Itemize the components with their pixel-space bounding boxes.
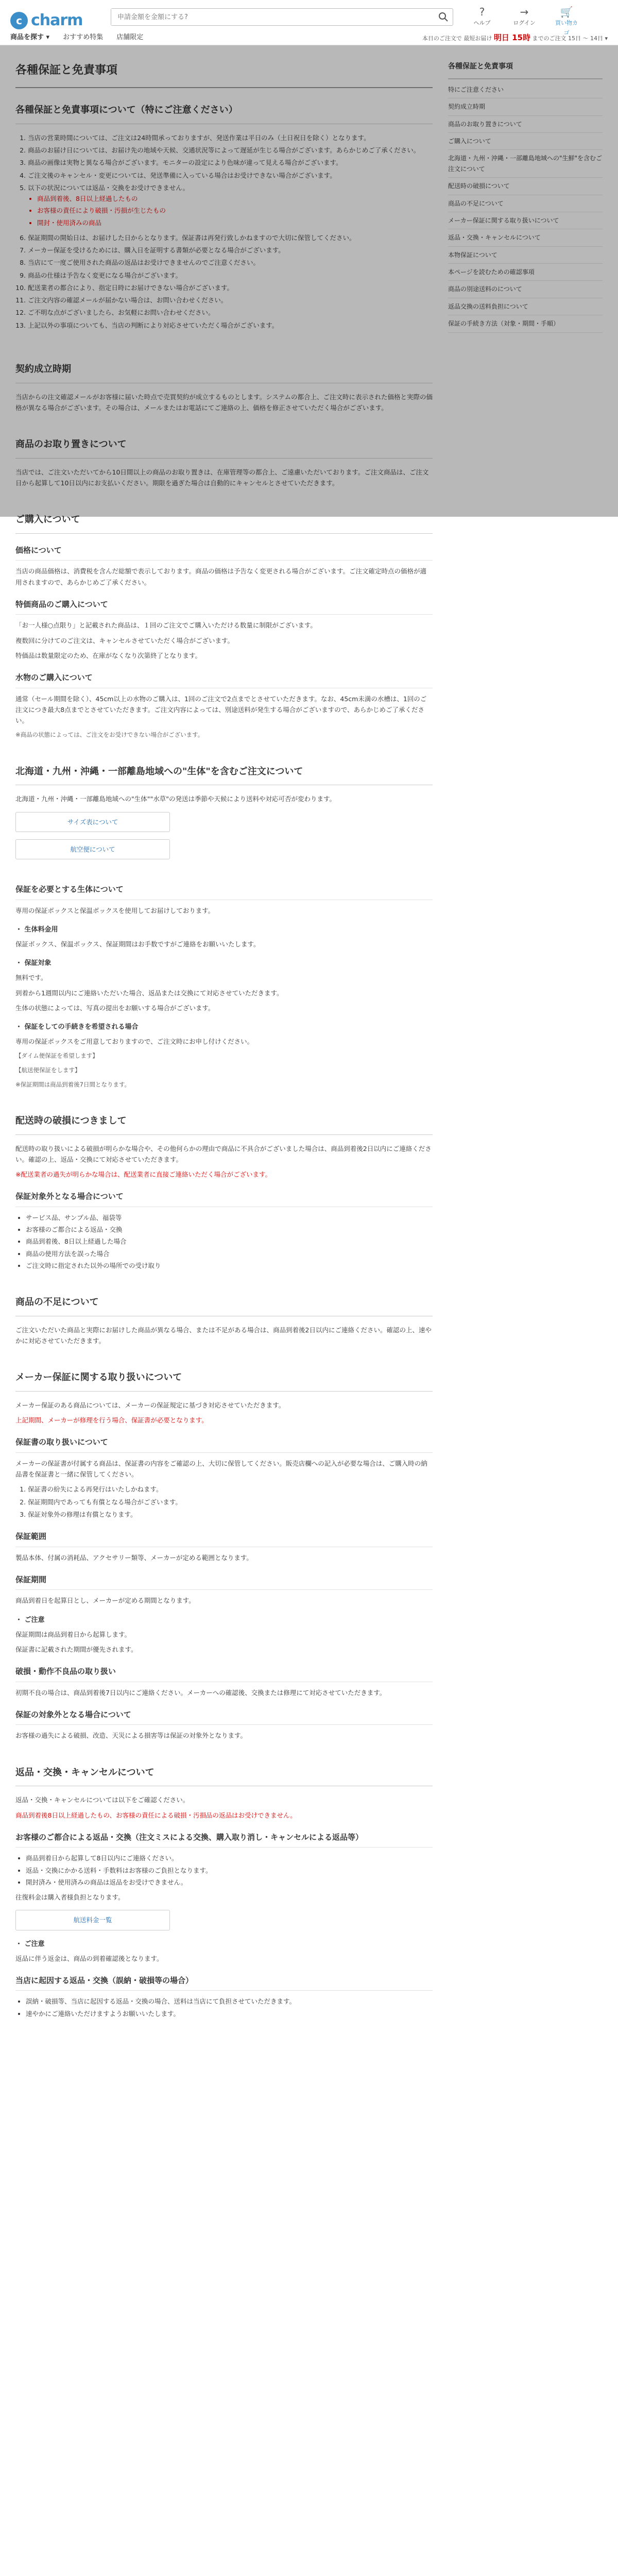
list-item: • 返品・交換にかかる送料・手数料はお客様のご負担となります。 (26, 1865, 433, 1876)
maker-sub4: 破損・動作不良品の取り扱い (15, 1665, 433, 1682)
hokkaido-section (15, 764, 433, 859)
maker-red-note: 上記期間、メーカーが修理を行う場合、保証書が必要となります。 (15, 1416, 208, 1425)
exclude-list (15, 1212, 433, 1271)
sidebar (448, 61, 603, 333)
contract-section (15, 362, 433, 413)
site-header (0, 0, 618, 45)
living-text: 専用の保証ボックスと保温ボックスを使用してお届けしております。 (15, 906, 215, 914)
sidebar-item[interactable]: 契約成立時期 (448, 98, 603, 115)
list-item: 12. ご不明な点がございましたら、お気軽にお問い合わせください。 (28, 307, 433, 318)
sidebar-item[interactable]: 返品・交換・キャンセルについて (448, 229, 603, 246)
list-item: • 開封済み・使用済みの商品は返品をお受けできません。 (26, 1877, 433, 1888)
list-item: 6. 保証期間の開始日は、お届けした日からとなります。保証書は再発行致しかねますので大切に保管してください。 (28, 232, 433, 243)
search-icon[interactable] (438, 12, 449, 22)
sidebar-item[interactable]: 配送時の破損について (448, 178, 603, 195)
red-notice-list (28, 193, 433, 228)
sidebar-item[interactable]: 商品の不足について (448, 195, 603, 212)
maker-sub1-list (15, 1484, 433, 1520)
returns-sub3: 当店に起因する返品・交換（誤納・破損等の場合） (15, 1974, 433, 1991)
delivery-info[interactable] (422, 30, 608, 46)
delivery-date: 明日 15時 (493, 33, 530, 42)
returns-sub2-text: 返品に伴う返金は、商品の到着確認後となります。 (15, 1954, 163, 1962)
size-table-link[interactable]: サイズ表について (15, 812, 170, 832)
sidebar-item[interactable]: 商品のお取り置きについて (448, 116, 603, 133)
maker-sub2-text: 製品本体、付属の消耗品、アクセサリー類等、メーカーが定める範囲となります。 (15, 1553, 253, 1562)
contract-text: 当店からの注文確認メールがお客様に届いた時点で売買契約が成立するものとします。システムの都合上、ご注文時に表示された価格と実際の価格が異なる場合がございます。その場合は、メールまたはお電話にてご連絡の上、価格を修正させていただく場合がございます。 (15, 393, 433, 412)
returns-red-note: 商品到着後8日以上経過したもの、お客様の責任による破損・汚損品の返品はお受けできません。 (15, 1811, 297, 1819)
special-item: 複数回に分けてのご注文は、キャンセルさせていただく場合がございます。 (15, 636, 234, 645)
box-label: 【ダイム便保証を希望します】 (15, 1052, 98, 1060)
list-item: • 商品到着後、8日以上経過した場合 (26, 1236, 433, 1247)
water-text: 通常（セール期間を除く）、45cm以上の水物のご購入は、1回のご注文で2点までとさせていただきます。なお、45cm未満の水槽は、1回のご注文につき最大8点までとさせていただきます。ご注文内容によっては、別途送料が発生する場合がございますので、あらかじめご了承ください。 (15, 694, 427, 725)
shortage-section (15, 1295, 433, 1346)
returns-heading: 返品・交換・キャンセルについて (15, 1765, 433, 1787)
special-item: 「お一人様○点限り」と記載された商品は、１回のご注文でご購入いただける数量に制限がございます。 (15, 621, 317, 630)
returns-sub3-list (15, 1996, 433, 2019)
help-icon: ? (479, 6, 485, 18)
list-item: • 商品の使用方法を誤った場合 (26, 1248, 433, 1259)
damage-heading: 配送時の破損につきまして (15, 1113, 433, 1135)
list-item: • 開封・使用済みの商品 (37, 217, 433, 228)
price-text: 当店の商品価格は、消費税を含んだ総額で表示しております。商品の価格は予告なく変更される場合がございます。ご注文確定時点の価格が適用されますので、あらかじめご了承ください。 (15, 567, 427, 586)
reserve-text: 当店では、ご注文いただいてから10日間以上の商品のお取り置きは、在庫管理等の都合上、ご遠慮いただいております。ご注文商品は、ご注文日から起算して10日以内にお支払いください。期限を過ぎた場合は自動的にキャンセルとさせていただきます。 (15, 468, 429, 487)
maker-sub3-note-label: ・ ご注意 (15, 1616, 45, 1624)
search-input[interactable] (111, 9, 431, 25)
group2-label: ・ 保証対象 (15, 959, 52, 968)
help-label: ヘルプ (473, 20, 491, 26)
returns-section (15, 1765, 433, 2019)
exclude-heading: 保証対象外となる場合について (15, 1190, 433, 1207)
cart-icon: 🛒 (560, 6, 573, 18)
air-shipping-link[interactable]: 航空便について (15, 839, 170, 859)
nav-feature[interactable]: おすすめ特集 (63, 33, 104, 41)
returns-text: 返品・交換・キャンセルについては以下をご確認ください。 (15, 1796, 190, 1804)
returns-sub2-label: ・ ご注意 (15, 1940, 45, 1948)
hokkaido-text: 北海道・九州・沖縄・一部離島地域への"生体""水草"の発送は季節や天候により送料や対応可否が変わります。 (15, 795, 336, 803)
maker-sub5-text: お客様の過失による破損、改造、天災による損害等は保証の対象外となります。 (15, 1732, 247, 1740)
maker-text: メーカー保証のある商品については、メーカーの保証規定に基づき対応させていただきます。 (15, 1401, 285, 1409)
contract-heading: 契約成立時期 (15, 362, 433, 383)
shipping-fee-link[interactable]: 航送料金一覧 (15, 1910, 170, 1930)
maker-section (15, 1370, 433, 1741)
login-icon: → (520, 6, 529, 18)
list-item: • お客様の責任により破損・汚損が生じたもの (37, 205, 433, 216)
list-item: 7. メーカー保証を受けるためには、購入日を証明する書類が必要となる場合がございます。 (28, 245, 433, 256)
list-item: 1. 当店の営業時間については、ご注文は24時間承っておりますが、発送作業は平日のみ（土日祝日を除く）となります。 (28, 132, 433, 143)
group3-label: ・ 保証をしての手続きを希望される場合 (15, 1023, 139, 1031)
living-heading: 保証を必要とする生体について (15, 883, 433, 900)
maker-sub3-item: 保証書に記載された期間が優先されます。 (15, 1645, 138, 1653)
maker-sub1-text: メーカーの保証書が付属する商品は、保証書の内容をご確認の上、大切に保管してください。販売店欄への記入が必要な場合は、ご購入時の納品書を保証書と一緒に保管してください。 (15, 1459, 427, 1479)
list-item-text: 以下の状況については返品・交換をお受けできません。 (28, 183, 190, 192)
list-item: 3. 商品の画像は実物と異なる場合がございます。モニターの設定により色味が違って見える場合がございます。 (28, 157, 433, 168)
page-title: 各種保証と免責事項 (15, 61, 433, 88)
reserve-heading: 商品のお取り置きについて (15, 437, 433, 459)
list-item: 2. 保証期間内であっても有償となる場合がございます。 (28, 1497, 433, 1507)
list-item: • 誤納・破損等、当店に起因する返品・交換の場合、送料は当店にて負担させていただきます。 (26, 1996, 433, 2007)
logo-text: charm (31, 11, 83, 29)
logo-mark: c (10, 12, 28, 29)
sidebar-title: 各種保証と免責事項 (448, 61, 603, 79)
list-item: • 商品到着後、8日以上経過したもの (37, 193, 433, 204)
delivery-label: 本日のご注文で 最短お届け (422, 35, 492, 42)
delivery-suffix: までのご注文 15日 ～ 14日 ▾ (532, 35, 608, 42)
damage-text: 配送時の取り扱いによる破損が明らかな場合や、その他何らかの理由で商品に不具合がございました場合は、商品到着後2日以内にご連絡ください。確認の上、返品・交換にて対応させていただきます。 (15, 1144, 432, 1163)
sidebar-item[interactable]: 保証の手続き方法（対象・期間・手順） (448, 315, 603, 332)
sidebar-item[interactable]: ご購入について (448, 133, 603, 150)
list-item: • 商品到着日から起算して8日以内にご連絡ください。 (26, 1853, 433, 1863)
group2-item: 無料です。 (15, 974, 47, 982)
sidebar-item[interactable]: 本物保証について (448, 247, 603, 264)
sidebar-item[interactable]: 特にご注意ください (448, 81, 603, 98)
group1-text: 保証ボックス、保温ボックス、保証期間はお手数ですがご連絡をお願いいたします。 (15, 940, 260, 948)
list-item: • ご注文時に指定された以外の場所での受け取り (26, 1260, 433, 1271)
group3-text: 専用の保証ボックスをご用意しておりますので、ご注文時にお申し付けください。 (15, 1038, 254, 1046)
maker-sub4-text: 初期不良の場合は、商品到着後7日以内にご連絡ください。メーカーへの確認後、交換または修理にて対応させていただきます。 (15, 1688, 386, 1697)
group1-label: ・ 生体料金用 (15, 925, 58, 934)
cart-label: 買い物カゴ (555, 20, 578, 36)
list-item: 3. 保証対象外の修理は有償となります。 (28, 1509, 433, 1520)
purchase-section (15, 512, 433, 740)
list-item (28, 182, 433, 228)
list-item: 11. ご注文内容の確認メールが届かない場合は、お問い合わせください。 (28, 295, 433, 306)
sidebar-item[interactable]: 北海道・九州・沖縄・一部離島地域への"生鮮"を含むご注文について (448, 150, 603, 178)
returns-sub1-list (15, 1853, 433, 1888)
maker-sub3-item: 保証期間は商品到着日から起算します。 (15, 1630, 131, 1638)
list-item: 4. ご注文後のキャンセル・変更については、発送準備に入っている場合はお受けできない場合がございます。 (28, 170, 433, 181)
living-warranty-section (15, 883, 433, 1090)
list-item: 10. 配送業者の都合により、指定日時にお届けできない場合がございます。 (28, 282, 433, 293)
purchase-heading: ご購入について (15, 512, 433, 534)
water-heading: 水物のご購入について (15, 671, 433, 688)
water-note: ※商品の状態によっては、ご注文をお受けできない場合がございます。 (15, 731, 204, 739)
list-item: 8. 当店にて一度ご使用された商品の返品はお受けできませんのでご注意ください。 (28, 257, 433, 268)
search-bar (111, 8, 453, 26)
sidebar-item[interactable]: 本ページを読むための確認事項 (448, 264, 603, 281)
living-closing: ※保証期間は商品到着後7日間となります。 (15, 1080, 131, 1088)
reserve-section (15, 437, 433, 488)
maker-sub3-text: 商品到着日を起算日とし、メーカーが定める期間となります。 (15, 1597, 195, 1605)
box-label: 【航送便保証をします】 (15, 1066, 81, 1074)
price-heading: 価格について (15, 544, 433, 561)
maker-heading: メーカー保証に関する取り扱いについて (15, 1370, 433, 1392)
nav-category[interactable]: 商品を探す ▾ (10, 33, 50, 41)
list-item: • 速やかにご連絡いただけますようお願いいたします。 (26, 2008, 433, 2019)
list-item: 2. 商品のお届け日については、お届け先の地域や天候、交通状況等によって遅延が生じる場合がございます。あらかじめご了承ください。 (28, 145, 433, 156)
list-item: 1. 保証書の紛失による再発行はいたしかねます。 (28, 1484, 433, 1495)
nav-store[interactable]: 店舗限定 (116, 33, 144, 41)
hokkaido-heading: 北海道・九州・沖縄・一部離島地域への"生体"を含むご注文について (15, 764, 433, 786)
sidebar-item[interactable]: 商品の別途送料のについて (448, 281, 603, 298)
main-content (15, 61, 433, 2043)
returns-sub1-note: 往復料金は購入者様負担となります。 (15, 1893, 125, 1902)
sidebar-item[interactable]: 返品交換の送料負担について (448, 298, 603, 315)
login-label: ログイン (513, 20, 536, 26)
notice-heading: 各種保証と免責事項について（特にご注意ください） (15, 103, 433, 124)
shortage-heading: 商品の不足について (15, 1295, 433, 1316)
maker-sub3: 保証期間 (15, 1573, 433, 1590)
maker-sub2: 保証範囲 (15, 1530, 433, 1547)
list-item: 9. 商品の仕様は予告なく変更になる場合がございます。 (28, 270, 433, 281)
sidebar-item[interactable]: メーカー保証に関する取り扱いについて (448, 212, 603, 229)
notice-section (15, 103, 433, 331)
notice-list (15, 132, 433, 331)
list-item: • お客様のご都合による返品・交換 (26, 1224, 433, 1235)
special-item: 特価品は数量限定のため、在庫がなくなり次第終了となります。 (15, 651, 202, 659)
special-heading: 特価商品のご購入について (15, 598, 433, 615)
list-item: • サービス品、サンプル品、福袋等 (26, 1212, 433, 1223)
damage-section (15, 1113, 433, 1271)
maker-sub5: 保証の対象外となる場合について (15, 1708, 433, 1725)
list-item: 13. 上記以外の事項についても、当店の判断により対応させていただく場合がございます。 (28, 320, 433, 331)
group2-item: 生体の状態によっては、写真の提出をお願いする場合がございます。 (15, 1004, 215, 1012)
maker-sub1: 保証書の取り扱いについて (15, 1436, 433, 1453)
group2-item: 到着から1週間以内にご連絡いただいた場合、返品または交換にて対応させていただきます。 (15, 989, 283, 997)
returns-sub1: お客様のご都合による返品・交換（注文ミスによる交換、購入取り消し・キャンセルによる返品等） (15, 1831, 433, 1848)
damage-red-note: ※配送業者の過失が明らかな場合は、配送業者に直接ご連絡いただく場合がございます。 (15, 1171, 271, 1179)
shortage-text: ご注文いただいた商品と実際にお届けした商品が異なる場合、または不足がある場合は、商品到着後2日以内にご連絡ください。確認の上、速やかに対応させていただきます。 (15, 1326, 432, 1345)
